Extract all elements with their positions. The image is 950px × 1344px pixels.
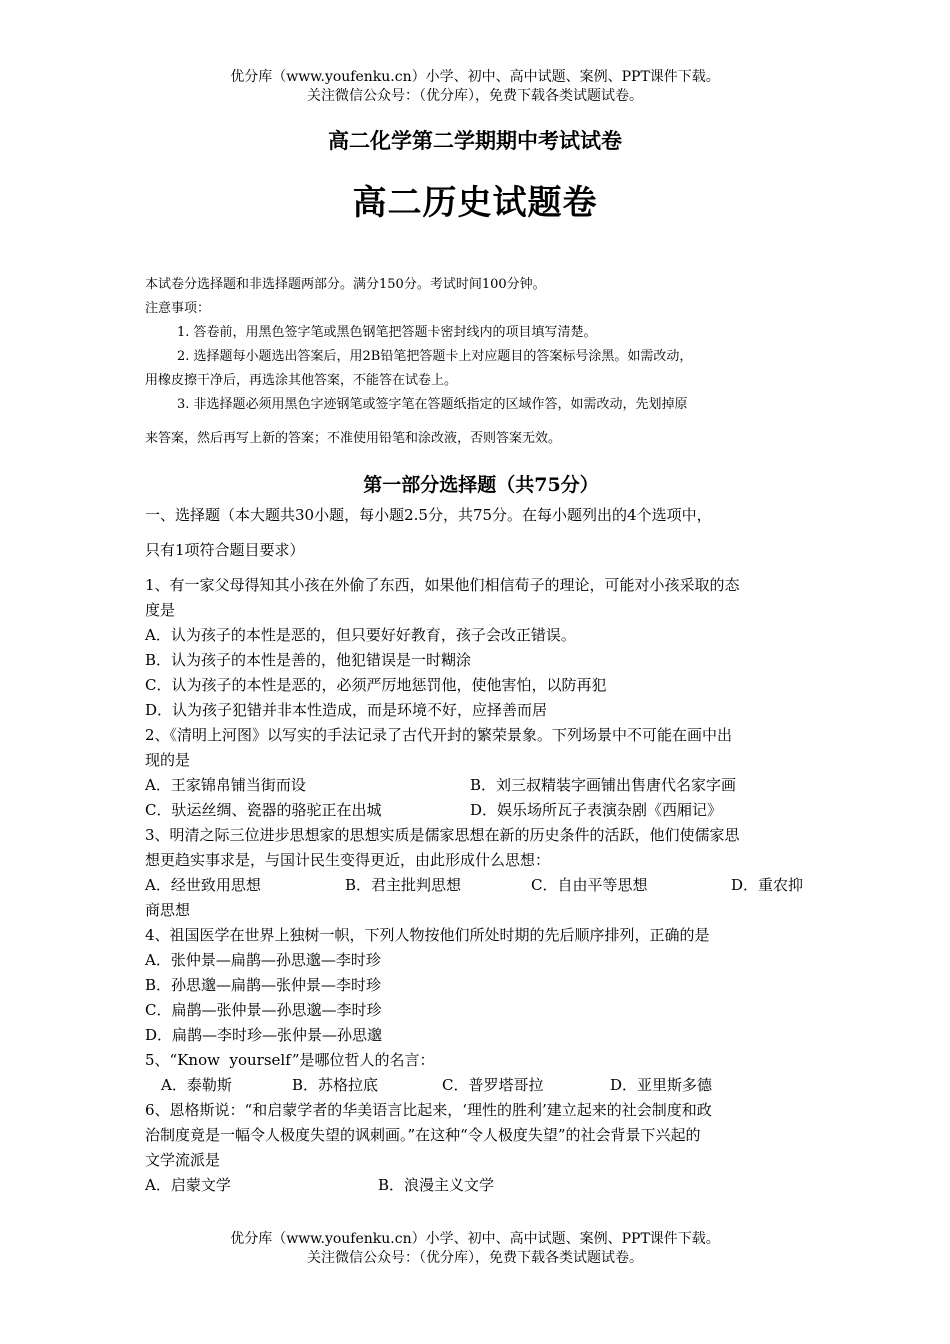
notice-item-3-cont: 来答案，然后再写上新的答案；不准使用铅笔和涂改液，否则答案无效。 <box>145 431 562 446</box>
option-d: D．娱乐场所瓦子表演杂剧《西厢记》 <box>470 801 723 819</box>
option-a: A．张仲景—扁鹊—孙思邈—李时珍 <box>145 951 381 969</box>
option-row <box>145 1173 817 1198</box>
intro-line: 本试卷分选择题和非选择题两部分。满分150分。考试时间100分钟。 <box>145 277 546 292</box>
header-line-1: 优分库（www.youfenku.cn）小学、初中、高中试题、案例、PPT课件下载。 <box>230 69 720 85</box>
option-row <box>145 773 817 798</box>
exam-subtitle: 高二化学第二学期期中考试试卷 <box>328 128 622 153</box>
header-line-2: 关注微信公众号：（优分库），免费下载各类试题试卷。 <box>307 88 643 104</box>
option-c: C．自由平等思想 <box>531 876 648 894</box>
option-b: B．苏格拉底 <box>292 1076 379 1094</box>
notice-item-1: 1. 答卷前，用黑色签字笔或黑色钢笔把答题卡密封线内的项目填写清楚。 <box>177 325 597 340</box>
question-1 <box>145 573 817 723</box>
option-c: C．扁鹊—张仲景—孙思邈—李时珍 <box>145 1001 382 1019</box>
question-6 <box>145 1098 817 1198</box>
question-2 <box>145 723 817 823</box>
question-5 <box>145 1048 817 1098</box>
option-a: A．启蒙文学 <box>145 1176 231 1194</box>
question-stem: 4、祖国医学在世界上独树一帜，下列人物按他们所处时期的先后顺序排列，正确的是 <box>145 926 710 944</box>
option-c: C．普罗塔哥拉 <box>442 1076 544 1094</box>
option-b: B．孙思邈—扁鹊—张仲景—李时珍 <box>145 976 382 994</box>
part-one-instructions-2: 只有1项符合题目要求） <box>145 541 305 559</box>
option-d: D．扁鹊—李时珍—张仲景—孙思邈 <box>145 1026 383 1044</box>
question-stem: 6、恩格斯说：“和启蒙学者的华美语言比起来，‘理性的胜利’建立起来的社会制度和政 <box>145 1101 712 1119</box>
question-stem: 2、《清明上河图》以写实的手法记录了古代开封的繁荣景象。下列场景中不可能在画中出 <box>145 726 733 744</box>
option-row <box>145 1073 817 1098</box>
option-row <box>145 873 817 898</box>
part-one-heading: 第一部分选择题（共75分） <box>363 474 599 496</box>
part-one-instructions-1: 一、选择题（本大题共30小题，每小题2.5分，共75分。在每小题列出的4个选项中， <box>145 506 712 524</box>
option-d: D．亚里斯多德 <box>610 1076 713 1094</box>
question-stem-cont: 度是 <box>145 601 176 619</box>
option-c: C．驮运丝绸、瓷器的骆驼正在出城 <box>145 801 382 819</box>
instructions <box>145 273 817 451</box>
page-header <box>0 68 950 106</box>
page-footer <box>0 1230 950 1268</box>
option-c: C．认为孩子的本性是恶的，必须严厉地惩罚他，使他害怕，以防再犯 <box>145 676 607 694</box>
question-stem: 1、有一家父母得知其小孩在外偷了东西，如果他们相信荀子的理论，可能对小孩采取的态 <box>145 576 740 594</box>
part-one <box>145 466 817 1198</box>
notice-item-2-cont: 用橡皮擦干净后，再选涂其他答案，不能答在试卷上。 <box>145 373 458 388</box>
exam-title: 高二历史试题卷 <box>352 183 598 223</box>
option-d: D．认为孩子犯错并非本性造成，而是环境不好，应择善而居 <box>145 701 548 719</box>
option-d-cont: 商思想 <box>145 901 191 919</box>
option-row <box>145 798 817 823</box>
notice-item-3: 3. 非选择题必须用黑色字迹钢笔或签字笔在答题纸指定的区域作答，如需改动，先划掉原 <box>177 397 688 412</box>
question-stem-cont: 想更趋实事求是，与国计民生变得更近，由此形成什么思想： <box>145 851 551 869</box>
option-a: A．泰勒斯 <box>161 1076 232 1094</box>
option-d: D．重农抑 <box>731 876 804 894</box>
notice-item-2: 2. 选择题每小题选出答案后，用2B铅笔把答题卡上对应题目的答案标号涂黑。如需改动， <box>177 349 693 364</box>
option-b: B．君主批判思想 <box>345 876 462 894</box>
question-stem-cont: 文学流派是 <box>145 1151 221 1169</box>
footer-line-2: 关注微信公众号：（优分库），免费下载各类试题试卷。 <box>307 1250 643 1266</box>
question-4 <box>145 923 817 1048</box>
question-stem-cont: 治制度竟是一幅令人极度失望的讽刺画。”在这种“令人极度失望”的社会背景下兴起的 <box>145 1126 701 1144</box>
footer-line-1: 优分库（www.youfenku.cn）小学、初中、高中试题、案例、PPT课件下载。 <box>230 1231 720 1247</box>
question-stem-cont: 现的是 <box>145 751 191 769</box>
question-stem: 5、“Know yourself”是哪位哲人的名言： <box>145 1051 435 1069</box>
notice-label: 注意事项： <box>145 301 211 316</box>
option-a: A．认为孩子的本性是恶的，但只要好好教育，孩子会改正错误。 <box>145 626 576 644</box>
option-a: A．经世致用思想 <box>145 876 261 894</box>
question-stem: 3、明清之际三位进步思想家的思想实质是儒家思想在新的历史条件的活跃，他们使儒家思 <box>145 826 740 844</box>
option-b: B．认为孩子的本性是善的，他犯错误是一时糊涂 <box>145 651 472 669</box>
option-a: A．王家锦帛铺当街而设 <box>145 776 306 794</box>
option-b: B．浪漫主义文学 <box>378 1176 495 1194</box>
option-b: B．刘三叔精装字画铺出售唐代名家字画 <box>470 776 737 794</box>
question-3 <box>145 823 817 923</box>
